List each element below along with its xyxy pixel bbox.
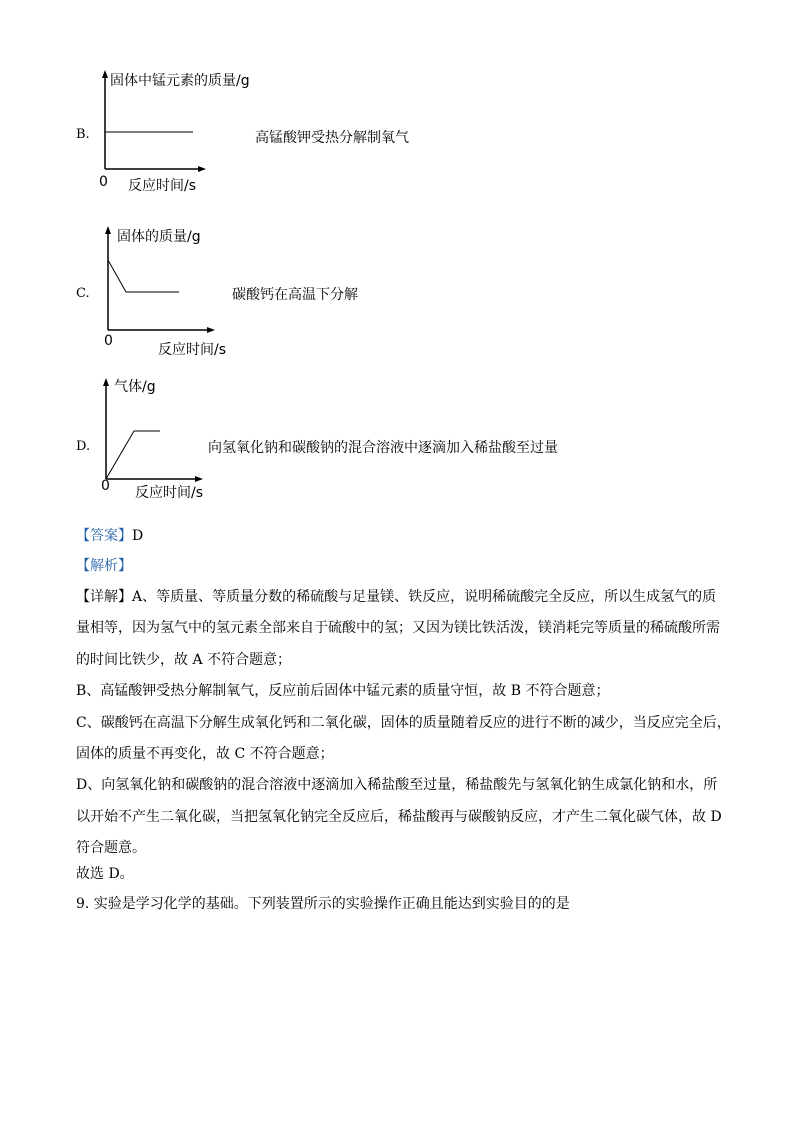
graph-b-origin: 0 [99, 174, 108, 190]
detail-line-6: 固体的质量不再变化，故 C 不符合题意； [76, 746, 334, 762]
answer-tag: 【答案】 [76, 528, 132, 544]
graph-c-curve [108, 260, 179, 292]
detail-line-9: 符合题意。 [76, 840, 146, 856]
graph-c-origin: 0 [104, 333, 113, 349]
analysis-line [76, 556, 132, 576]
graph-d-curve [106, 431, 160, 479]
option-b-description: 高锰酸钾受热分解制氧气 [255, 130, 409, 146]
option-c-description: 碳酸钙在高温下分解 [232, 287, 358, 303]
graph-b-xlabel: 反应时间/s [128, 178, 197, 194]
conclusion-line: 故选 D。 [76, 866, 134, 882]
detail-line-4: B、高锰酸钾受热分解制氧气，反应前后固体中锰元素的质量守恒，故 B 不符合题意； [76, 683, 610, 699]
analysis-tag: 【解析】 [76, 558, 132, 574]
graph-c-x-arrow [207, 327, 215, 333]
detail-line-1 [76, 587, 716, 607]
graph-b-x-arrow [198, 166, 206, 172]
graph-c-y-arrow [105, 226, 111, 234]
graph-b-y-arrow [102, 70, 108, 78]
graph-c-xlabel: 反应时间/s [158, 342, 227, 358]
option-c-letter: C. [76, 286, 90, 301]
detail-text: A、等质量、等质量分数的稀硫酸与足量镁、铁反应，说明稀硫酸完全反应，所以生成氢气的质 [132, 589, 717, 605]
detail-line-2: 量相等，因为氢气中的氢元素全部来自于硫酸中的氢；又因为镁比铁活泼，镁消耗完等质量的稀硫酸所需 [76, 620, 720, 636]
detail-line-8: 以开始不产生二氧化碳，当把氢氧化钠完全反应后，稀盐酸再与碳酸钠反应，才产生二氧化碳气体，故 D [76, 809, 722, 825]
graph-d-y-arrow [103, 378, 109, 386]
graph-b-ylabel: 固体中锰元素的质量/g [110, 73, 250, 89]
detail-line-3: 的时间比铁少，故 A 不符合题意； [76, 652, 292, 668]
graph-d-ylabel: 气体/g [114, 379, 156, 395]
graph-d-xlabel: 反应时间/s [135, 485, 204, 501]
answer-value: D [132, 528, 144, 544]
detail-tag: 【详解】 [76, 589, 132, 605]
option-b-letter: B. [76, 127, 90, 142]
detail-line-7: D、向氢氧化钠和碳酸钠的混合溶液中逐滴加入稀盐酸至过量，稀盐酸先与氢氧化钠生成氯化钠和水，所 [76, 777, 718, 793]
graph-c-ylabel: 固体的质量/g [117, 229, 201, 245]
detail-line-5: C、碳酸钙在高温下分解生成氧化钙和二氧化碳，固体的质量随着反应的进行不断的减少，当反应完全后， [76, 715, 731, 731]
option-d-letter: D. [76, 439, 91, 454]
option-d-description: 向氢氧化钠和碳酸钠的混合溶液中逐滴加入稀盐酸至过量 [208, 440, 558, 456]
graph-d-origin: 0 [101, 478, 110, 494]
answer-line [76, 526, 143, 546]
question-9: 9. 实验是学习化学的基础。下列装置所示的实验操作正确且能达到实验目的的是 [76, 896, 570, 912]
